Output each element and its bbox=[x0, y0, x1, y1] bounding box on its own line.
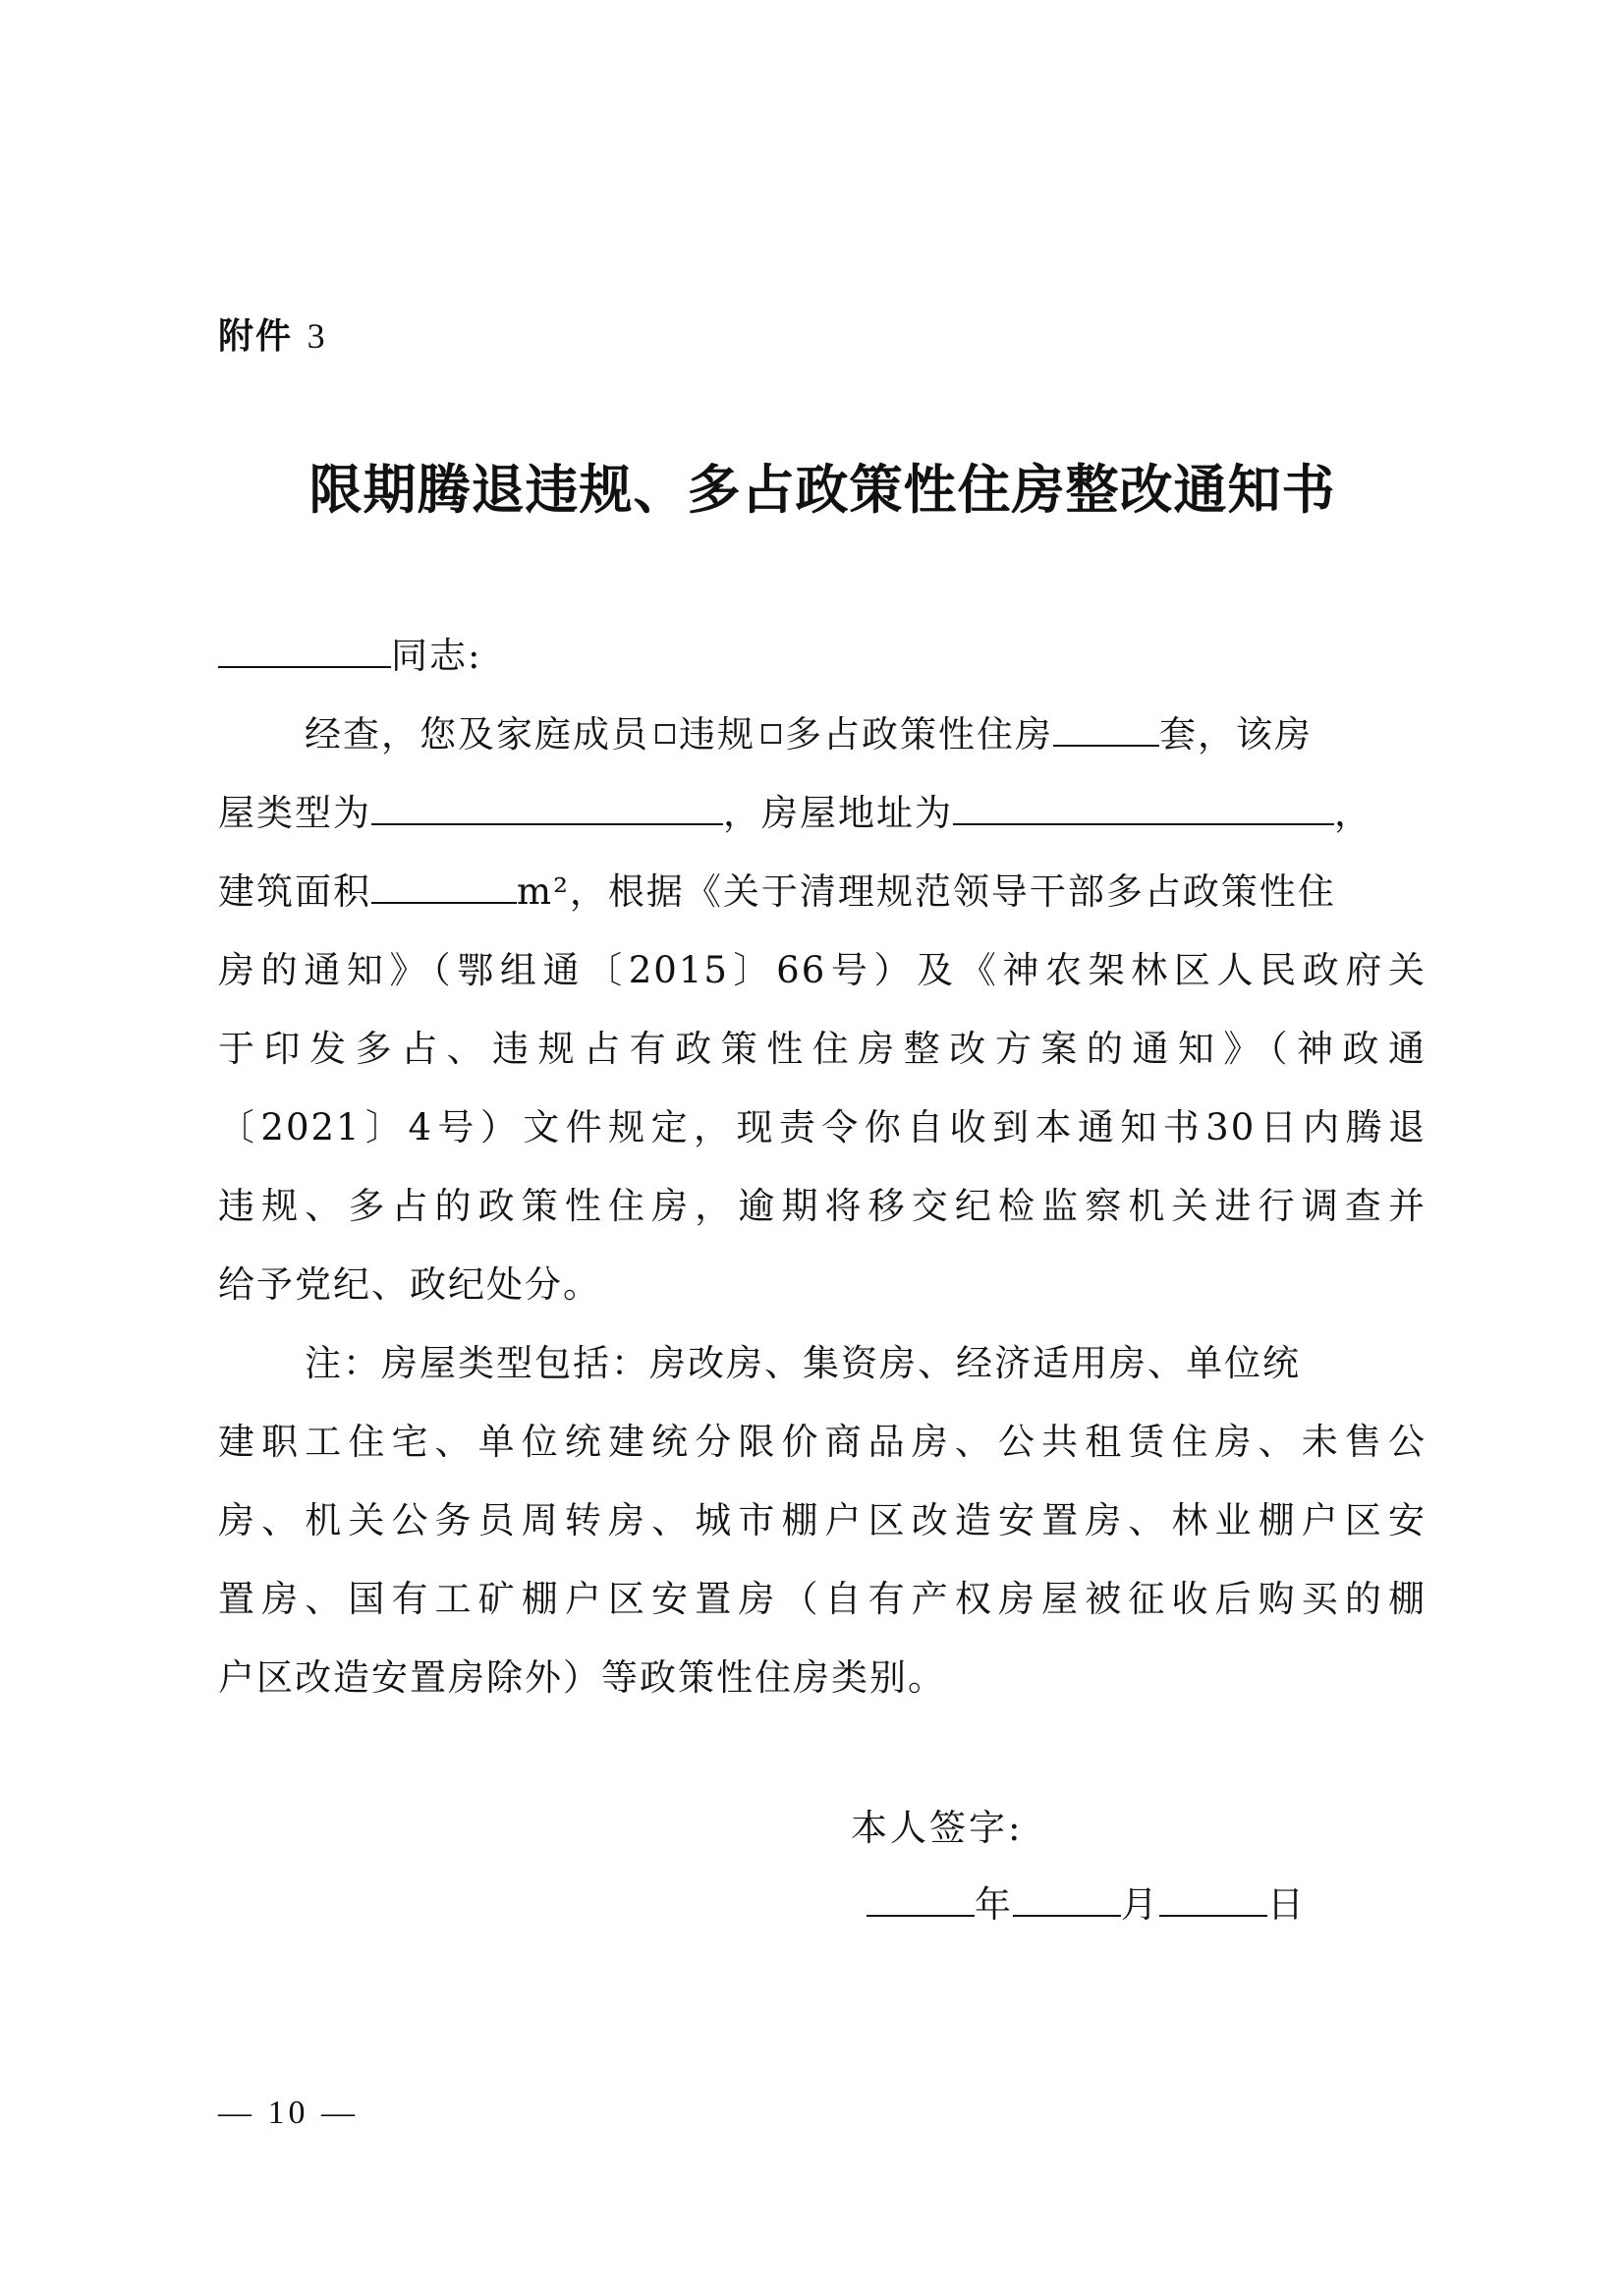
paragraph1-line1 bbox=[218, 696, 1427, 774]
note-line3: 房、机关公务员周转房、城市棚户区改造安置房、林业棚户区安 bbox=[218, 1499, 1427, 1541]
year-label: 年 bbox=[975, 1883, 1013, 1926]
text-segment: m²，根据《关于清理规范领导干部多占政策性住 bbox=[517, 870, 1336, 913]
salutation: 同志: bbox=[391, 635, 482, 677]
paragraph1-line4: 房的通知》（鄂组通〔2015〕66号）及《神农架林区人民政府关 bbox=[218, 949, 1427, 991]
text-segment: 套，该房 bbox=[1159, 713, 1313, 756]
attachment-number: 3 bbox=[307, 316, 327, 356]
text-segment: 建筑面积 bbox=[218, 870, 371, 913]
note-line5: 户区改造安置房除外）等政策性住房类别。 bbox=[218, 1656, 946, 1699]
document-title: 限期腾退违规、多占政策性住房整改通知书 bbox=[308, 459, 1336, 521]
paragraph1-line5: 于印发多占、违规占有政策性住房整改方案的通知》（神政通 bbox=[218, 1028, 1427, 1070]
attachment-prefix: 附件 bbox=[218, 316, 294, 357]
house-type-blank bbox=[371, 784, 723, 825]
paragraph1-line3 bbox=[218, 853, 1427, 931]
text-segment: 经查，您及家庭成员 bbox=[305, 713, 649, 756]
text-segment: 多占政策性住房 bbox=[785, 713, 1053, 756]
note-line2: 建职工住宅、单位统建统分限价商品房、公共租赁住房、未售公 bbox=[218, 1421, 1427, 1463]
address-blank bbox=[953, 784, 1334, 825]
signature-label: 本人签字: bbox=[851, 1807, 1024, 1849]
text-segment: 屋类型为 bbox=[218, 792, 371, 834]
name-blank bbox=[218, 627, 391, 668]
checkbox-icon bbox=[655, 724, 675, 744]
text-segment: 违规 bbox=[679, 713, 756, 756]
paragraph1-line8: 给予党纪、政纪处分。 bbox=[218, 1263, 601, 1306]
text-segment: ， bbox=[1334, 792, 1372, 834]
area-blank bbox=[371, 863, 517, 904]
date-line bbox=[867, 1875, 1306, 1928]
month-label: 月 bbox=[1121, 1883, 1159, 1926]
note-line1: 注：房屋类型包括：房改房、集资房、经济适用房、单位统 bbox=[305, 1342, 1301, 1384]
document-body bbox=[218, 617, 1427, 1717]
salutation-line bbox=[218, 617, 1427, 696]
attachment-label bbox=[218, 308, 327, 359]
paragraph1-line2 bbox=[218, 774, 1427, 853]
text-segment: ，房屋地址为 bbox=[723, 792, 953, 834]
year-blank bbox=[867, 1876, 975, 1917]
count-blank bbox=[1053, 705, 1159, 747]
day-label: 日 bbox=[1267, 1883, 1306, 1926]
month-blank bbox=[1013, 1876, 1121, 1917]
page-number: — 10 — bbox=[218, 2095, 359, 2131]
note-line4: 置房、国有工矿棚户区安置房（自有产权房屋被征收后购买的棚 bbox=[218, 1578, 1427, 1620]
checkbox-icon bbox=[761, 724, 781, 744]
day-blank bbox=[1159, 1876, 1267, 1917]
paragraph1-line7: 违规、多占的政策性住房，逾期将移交纪检监察机关进行调查并 bbox=[218, 1185, 1427, 1227]
paragraph1-line6: 〔2021〕4号）文件规定，现责令你自收到本通知书30日内腾退 bbox=[218, 1106, 1427, 1148]
